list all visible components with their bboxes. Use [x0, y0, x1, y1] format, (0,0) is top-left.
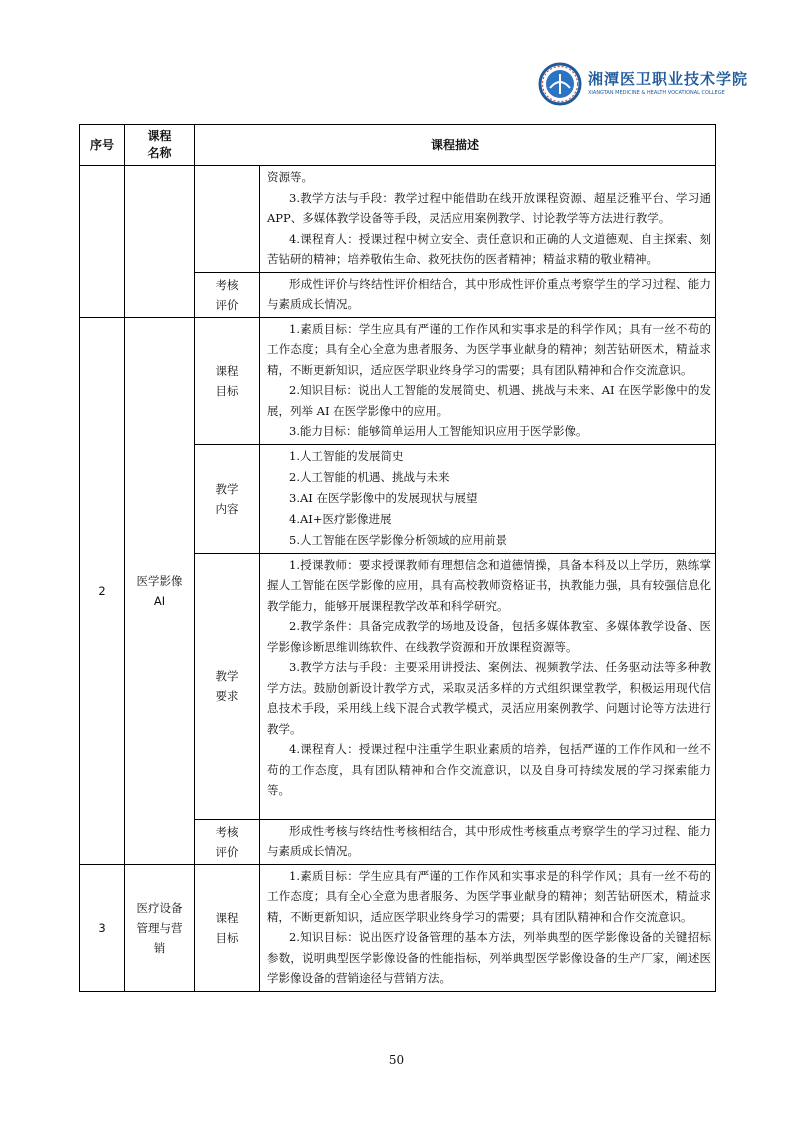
list-item: 2.知识目标：说出人工智能的发展简史、机遇、挑战与未来、AI 在医学影像中的发展，列举 AI 在医学影像中的应用。	[267, 383, 712, 418]
school-name: 湘潭医卫职业技术学院	[588, 70, 749, 88]
table-row	[80, 166, 716, 273]
course2-requirements	[260, 553, 716, 819]
header-course-name	[125, 125, 195, 166]
cont-index-cell	[80, 166, 125, 318]
list-item: 3.能力目标：能够简单运用人工智能知识应用于医学影像。	[289, 424, 588, 438]
list-item: 1.素质目标：学生应具有严谨的工作作风和实事求是的科学作风；具有一丝不苟的工作态度；具有全心全意为患者服务、为医学事业献身的精神；刻苦钻研医术，精益求精，不断更新知识，适应医学职业终身学习的需要；具有团队精神和合作交流意识。	[267, 321, 712, 377]
college-emblem-icon	[538, 62, 582, 106]
list-item: 3.教学方法与手段：主要采用讲授法、案例法、视频教学法、任务驱动法等多种教学方法。鼓励创新设计教学方式，采取灵活多样的方式组织课堂教学，积极运用现代信息技术手段，采用线上线下混合式教学模式，灵活应用案例教学、问题讨论等方法进行教学。	[267, 660, 712, 736]
list-item: 1.人工智能的发展简史	[289, 448, 404, 463]
cont-description	[260, 166, 716, 273]
table-row	[80, 864, 716, 991]
cont-paragraph: 资源等。	[267, 170, 313, 184]
list-item: 4.课程育人：授课过程中注重学生职业素质的培养，包括严谨的工作作风和一丝不苟的工作态度，具有团队精神和合作交流意识，以及自身可持续发展的学习探索能力等。	[267, 742, 712, 797]
course3-goals	[260, 864, 716, 991]
list-item: 1.授课教师：要求授课教师有理想信念和道德情操，具备本科及以上学历，熟练掌握人工智能在医学影像的应用，具有高校教师资格证书，执教能力强，具有较强信息化教学能力，能够开展课程教学改革和科学研究。	[267, 557, 712, 613]
cont-paragraph: 3.教学方法与手段：教学过程中能借助在线开放课程资源、超星泛雅平台、学习通 APP、多媒体教学设备等手段，灵活应用案例教学、讨论教学等方法进行教学。	[267, 190, 712, 225]
course3-index: 3	[80, 864, 125, 991]
table-header-row	[80, 125, 716, 166]
table-row	[80, 317, 716, 444]
course2-index: 2	[80, 317, 125, 864]
course-table	[79, 124, 716, 992]
course2-assess-text: 形成性考核与终结性考核相结合，其中形成性考核重点考察学生的学习过程、能力与素质成长情况。	[260, 819, 716, 864]
header-course-name-line2: 名称	[147, 146, 172, 160]
list-item: 5.人工智能在医学影像分析领域的应用前景	[289, 532, 507, 547]
header-description: 课程描述	[195, 125, 716, 166]
list-item: 2.知识目标：说出医疗设备管理的基本方法，列举典型的医学影像设备的关键招标参数，说明典型医学影像设备的性能指标，列举典型医学影像设备的生产厂家，阐述医学影像设备的营销途径与营销方法。	[267, 930, 712, 985]
course2-name: 医学影像 AI	[125, 317, 195, 864]
school-name-en: XIANGTAN MEDICINE & HEALTH VOCATIONAL COLLEGE	[588, 90, 725, 96]
college-logo	[538, 62, 749, 110]
course2-contents	[260, 444, 716, 553]
cont-name-cell	[125, 166, 195, 318]
course3-goal-label: 课程 目标	[195, 864, 260, 991]
cont-assess-text: 形成性评价与终结性评价相结合，其中形成性评价重点考察学生的学习过程、能力与素质成长情况。	[260, 272, 716, 317]
page-number: 50	[388, 1053, 405, 1067]
course2-req-label: 教学 要求	[195, 553, 260, 819]
list-item: 2.教学条件：具备完成教学的场地及设备，包括多媒体教室、多媒体教学设备、医学影像诊断思维训练软件、在线教学资源和开放课程资源等。	[267, 619, 712, 654]
course2-goals	[260, 317, 716, 444]
list-item: 2.人工智能的机遇、挑战与未来	[289, 469, 450, 484]
list-item: 1.素质目标：学生应具有严谨的工作作风和实事求是的科学作风；具有一丝不苟的工作态度；具有全心全意为患者服务、为医学事业献身的精神；刻苦钻研医术，精益求精，不断更新知识，适应医学职业终身学习的需要；具有团队精神和合作交流意识。	[267, 868, 712, 924]
cont-assess-label: 考核 评价	[195, 272, 260, 317]
course3-name: 医疗设备 管理与营 销	[125, 864, 195, 991]
course2-content-label: 教学 内容	[195, 444, 260, 553]
course2-goal-label: 课程 目标	[195, 317, 260, 444]
cont-label-cell	[195, 166, 260, 273]
list-item: 4.AI+医疗影像进展	[289, 511, 392, 526]
course2-assess-label: 考核 评价	[195, 819, 260, 864]
header-course-name-line1: 课程	[147, 129, 172, 143]
header-index: 序号	[80, 125, 125, 166]
list-item: 3.AI 在医学影像中的发展现状与展望	[289, 490, 478, 505]
cont-paragraph: 4.课程育人：授课过程中树立安全、责任意识和正确的人文道德观、自主探索、刻苦钻研的精神；培养敬佑生命、救死扶伤的医者精神；精益求精的敬业精神。	[267, 231, 712, 266]
